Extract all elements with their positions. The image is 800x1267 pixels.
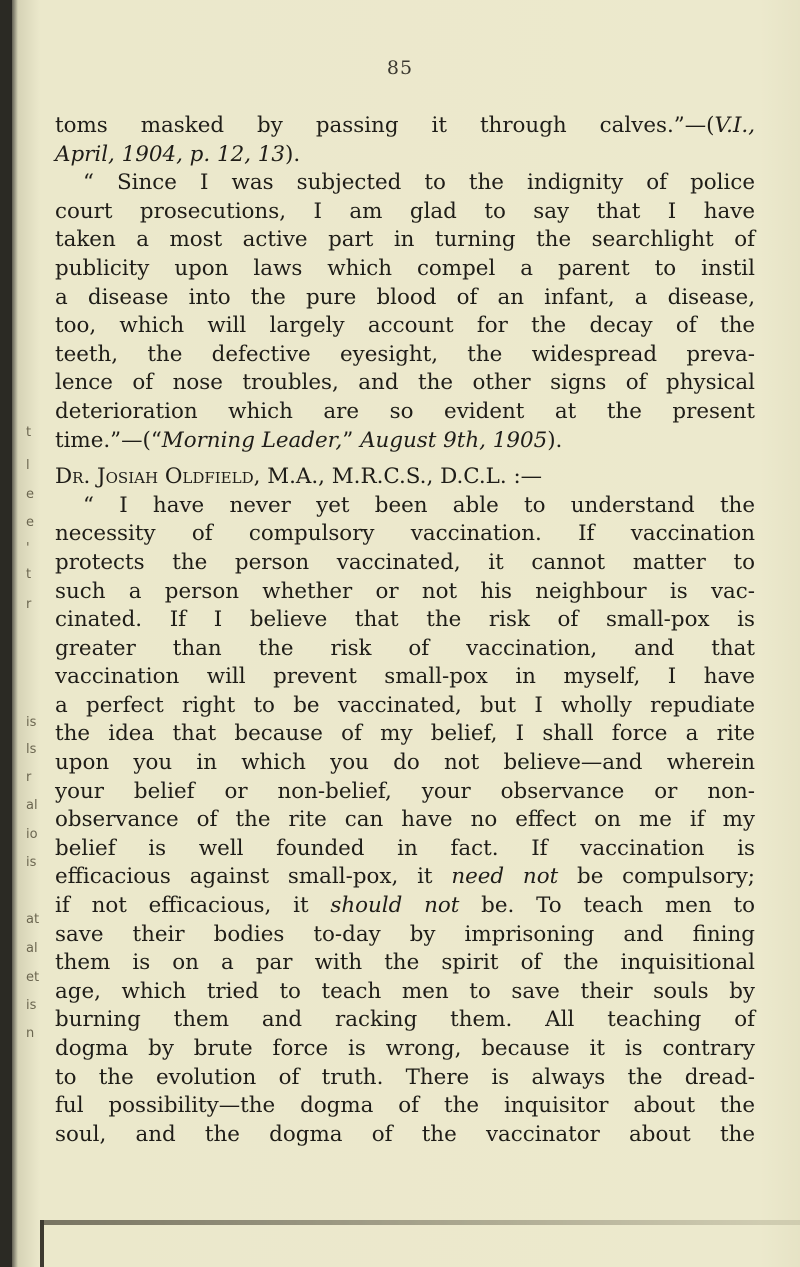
text-line: a perfect right to be vaccinated, but I wholly repudiate <box>55 692 755 718</box>
page-bottom-edge <box>40 1220 800 1225</box>
paragraph-quote-1-body <box>55 198 755 455</box>
paragraph-gap <box>55 455 755 463</box>
text-line: lence of nose troubles, and the other signs of physical <box>55 370 755 396</box>
gutter-fragment: t <box>26 567 32 582</box>
text-line: cinated. If I believe that the risk of small-pox is <box>55 607 755 633</box>
body-text <box>55 112 755 1149</box>
paragraph-citation-end <box>55 112 755 169</box>
gutter-fragment: ' <box>26 541 30 556</box>
text-line: deterioration which are so evident at the present <box>55 398 755 424</box>
text-line: “ Since I was subjected to the indignity of police <box>83 170 755 196</box>
gutter-fragment: ls <box>26 742 37 757</box>
text-line: greater than the risk of vaccination, and that <box>55 635 755 661</box>
gutter-fragment: al <box>26 941 38 956</box>
text-line: toms masked by passing it through calves.”—(V.I., <box>55 113 755 138</box>
author-heading <box>55 463 755 492</box>
paragraph-quote-1 <box>83 169 755 198</box>
text-line: necessity of compulsory vaccination. If vaccination <box>55 521 755 547</box>
gutter-fragment: r <box>26 770 32 785</box>
page-number: 85 <box>386 57 414 79</box>
gutter-fragment: r <box>26 597 32 612</box>
text-line: upon you in which you do not believe—and wherein <box>55 750 755 776</box>
text-line: soul, and the dogma of the vaccinator about the <box>55 1121 755 1147</box>
text-line: age, which tried to teach men to save their souls by <box>55 978 755 1004</box>
text-line: taken a most active part in turning the searchlight of <box>55 227 755 253</box>
paragraph-quote-2 <box>83 492 755 521</box>
gutter-fragment: e <box>26 515 34 530</box>
gutter-fragment: al <box>26 798 38 813</box>
gutter-fragment: et <box>26 970 40 985</box>
author-name: Dr. Josiah Oldfield, M.A., M.R.C.S., D.C.L. :— <box>55 464 543 490</box>
text-line: court prosecutions, I am glad to say that I have <box>55 198 755 224</box>
text-line: efficacious against small-pox, it need not be compulsory; <box>55 864 755 890</box>
text-line: the idea that because of my belief, I shall force a rite <box>55 721 755 747</box>
text-line: a disease into the pure blood of an infant, a disease, <box>55 284 755 310</box>
page-bottom-tick <box>40 1220 44 1267</box>
text-line: vaccination will prevent small-pox in myself, I have <box>55 664 755 690</box>
text-line: teeth, the defective eyesight, the widespread preva- <box>55 341 755 367</box>
gutter-fragment: e <box>26 487 34 502</box>
paragraph-quote-2-body <box>55 520 755 1149</box>
text-line: them is on a par with the spirit of the inquisitional <box>55 950 755 976</box>
gutter-fragment: n <box>26 1026 35 1041</box>
gutter-fragment: l <box>26 458 30 473</box>
gutter-fragment: is <box>26 715 37 730</box>
text-line: protects the person vaccinated, it cannot matter to <box>55 549 755 575</box>
text-line: burning them and racking them. All teaching of <box>55 1007 755 1033</box>
text-line: observance of the rite can have no effect on me if my <box>55 807 755 833</box>
text-line: publicity upon laws which compel a parent to instil <box>55 255 755 281</box>
text-line: “ I have never yet been able to understand the <box>83 492 755 518</box>
text-line: such a person whether or not his neighbour is vac- <box>55 578 755 604</box>
text-line: time.”—(“Morning Leader,” August 9th, 1905). <box>55 427 563 453</box>
gutter-fragment: io <box>26 827 38 842</box>
text-line: too, which will largely account for the decay of the <box>55 313 755 339</box>
text-line: if not efficacious, it should not be. To teach men to <box>55 893 756 919</box>
text-line: ful possibility—the dogma of the inquisitor about the <box>55 1093 755 1119</box>
text-line: April, 1904, p. 12, 13). <box>55 141 301 167</box>
gutter-fragment: t <box>26 425 32 440</box>
text-line: save their bodies to-day by imprisoning and fining <box>55 921 755 947</box>
text-line: belief is well founded in fact. If vaccination is <box>55 835 755 861</box>
gutter-fragment: is <box>26 855 37 870</box>
gutter-fragments <box>0 0 40 1267</box>
gutter-fragment: is <box>26 998 37 1013</box>
gutter-fragment: at <box>26 912 40 927</box>
text-line: dogma by brute force is wrong, because it is contrary <box>55 1036 755 1061</box>
text-line: your belief or non-belief, your observance or non- <box>55 778 755 804</box>
text-line: to the evolution of truth. There is always the dread- <box>55 1064 755 1090</box>
